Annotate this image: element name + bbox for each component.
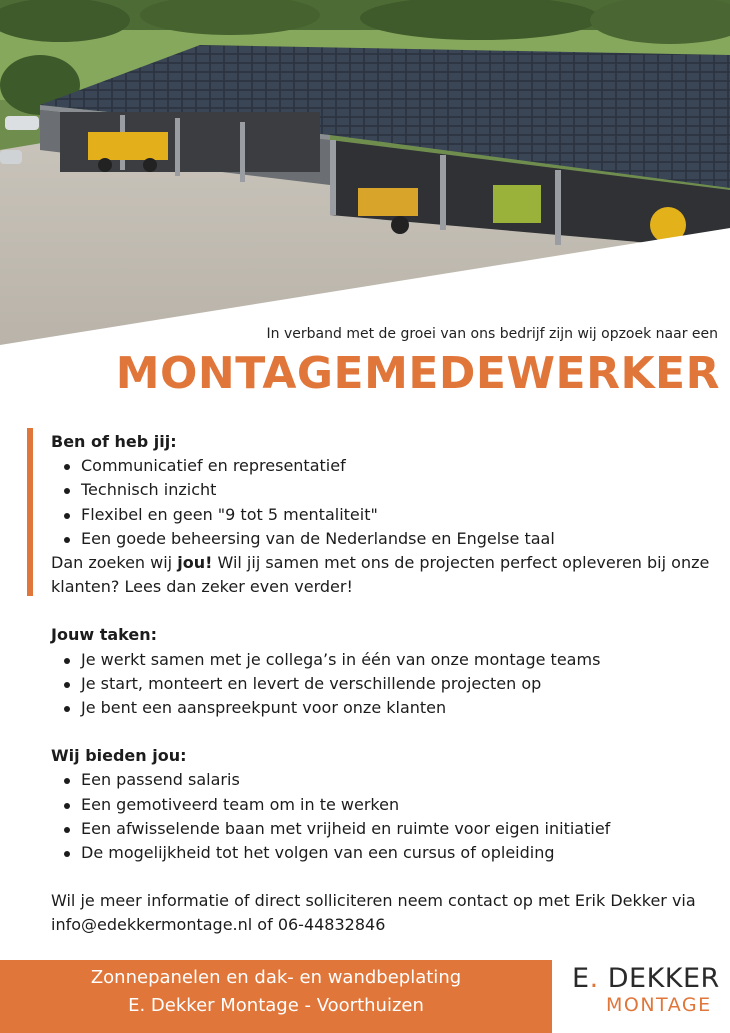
list-item: Communicatief en representatief [51, 454, 721, 478]
intro-text: In verband met de groei van ons bedrijf zijn wij opzoek naar een [266, 326, 718, 342]
list-item: Je werkt samen met je collega’s in één van onze montage teams [51, 648, 721, 672]
logo-wordmark [572, 963, 722, 994]
requirements-list [51, 454, 721, 551]
tasks-list [51, 648, 721, 721]
section-heading-offer: Wij bieden jou: [51, 746, 187, 766]
section-heading-tasks: Jouw taken: [51, 625, 157, 645]
closing-text-emphasis: jou! [177, 553, 213, 573]
section-heading-requirements: Ben of heb jij: [51, 432, 177, 451]
hero-photo [0, 0, 730, 345]
footer-line-company: E. Dekker Montage - Voorthuizen [128, 995, 424, 1016]
logo-subtitle: MONTAGE [606, 994, 712, 1016]
list-item: Je bent een aanspreekpunt voor onze klanten [51, 696, 721, 720]
list-item: Een goede beheersing van de Nederlandse en Engelse taal [51, 527, 721, 551]
closing-text-start: Dan zoeken wij [51, 553, 178, 573]
offer-list [51, 768, 721, 865]
list-item: Een passend salaris [51, 768, 721, 792]
footer-band [0, 960, 552, 1033]
requirements-closing [51, 551, 721, 599]
contact-text: Wil je meer informatie of direct solliciteren neem contact op met Erik Dekker via info@edekkermontage.nl of 06-44832846 [51, 891, 696, 935]
footer-line-services: Zonnepanelen en dak- en wandbeplating [90, 967, 462, 988]
logo-name: DEKKER [598, 963, 720, 994]
list-item: Technisch inzicht [51, 478, 721, 502]
closing-text-end: Wil jij samen met ons de projecten perfect opleveren bij onze klanten? Lees dan zeker even verder! [51, 553, 710, 597]
logo-initial: E [572, 963, 590, 994]
vacancy-content [51, 430, 721, 938]
list-item: Flexibel en geen "9 tot 5 mentaliteit" [51, 503, 721, 527]
list-item: Een gemotiveerd team om in te werken [51, 793, 721, 817]
list-item: De mogelijkheid tot het volgen van een cursus of opleiding [51, 841, 721, 865]
logo-dot: . [589, 963, 599, 994]
list-item: Een afwisselende baan met vrijheid en ruimte voor eigen initiatief [51, 817, 721, 841]
company-logo [572, 963, 722, 1023]
accent-bar [27, 428, 33, 596]
job-title: MONTAGEMEDEWERKER [115, 348, 720, 399]
list-item: Je start, monteert en levert de verschillende projecten op [51, 672, 721, 696]
